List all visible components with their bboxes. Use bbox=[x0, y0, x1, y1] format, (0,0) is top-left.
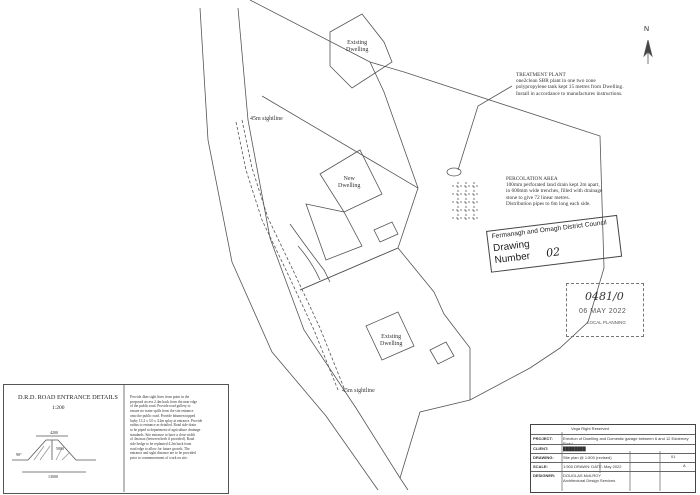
label-sightline-top: 45m sightline bbox=[250, 116, 283, 122]
details-scale: 1:200 bbox=[52, 405, 65, 411]
label-new-dwelling bbox=[338, 176, 360, 189]
driveway bbox=[290, 224, 330, 282]
details-title: D.R.D. ROAD ENTRANCE DETAILS bbox=[18, 394, 118, 401]
title-block bbox=[530, 424, 696, 493]
title-key-2: DRAWING: bbox=[533, 455, 554, 460]
dim-top: 4200 bbox=[50, 430, 58, 435]
title-row-3 bbox=[531, 462, 695, 469]
dim-bottom: 13000 bbox=[48, 474, 58, 479]
title-key-1: CLIENT: bbox=[533, 446, 549, 451]
sightline-2 bbox=[242, 120, 344, 388]
garage bbox=[374, 222, 398, 242]
inner-boundary bbox=[370, 62, 418, 188]
existing-dwelling-bottom-text: Existing Dwelling bbox=[380, 334, 403, 347]
dim-mid: 5000 bbox=[56, 446, 64, 451]
stamp-number-label: Number bbox=[494, 250, 531, 267]
title-val-3: 1:500 DRAWN: DATE: May 2022 bbox=[563, 464, 622, 469]
treatment-plant-note bbox=[516, 72, 624, 97]
title-val-2: Site plan @ 1:500 (revised) bbox=[563, 455, 612, 460]
sightline bbox=[236, 122, 338, 390]
details-notes: Provide 4km sight lines from point in the proposed access 2.4m back from the near edge of the public road. Provide road gullery to ensure no water spills from the site entrance onto the public road. Provide bitumen topped layby 13.2 x 3.0 x 4.2m splay at entrance. Provide radius to entrance as detailed. Road side drain to be piped to department of agriculture drainage standards. Site entrance to have a clear width of 4m max (between kerb if provided). Road side hedge to be replanted 4.2m back from road edge to allow for future growth. The entrance and sight distance are to be provided prior to commencement of work on site. bbox=[130, 395, 203, 461]
title-val-0: Erection of Dwelling and Domestic garage between 6 and 12 Edderney Road bbox=[563, 436, 689, 446]
stamp-ref: 0481/0 bbox=[585, 290, 624, 303]
title-sheet-no: 01 bbox=[671, 454, 676, 459]
treatment-plant-title: TREATMENT PLANT bbox=[516, 72, 566, 78]
new-dwelling-extension bbox=[306, 204, 362, 260]
percolation-title: PERCOLATION AREA bbox=[506, 176, 558, 182]
title-key-4: DESIGNER: bbox=[533, 473, 556, 478]
existing-outbuilding bbox=[430, 342, 454, 364]
road-edge-inner bbox=[238, 8, 408, 490]
percolation-body: 100mm perforated land drain kept 2m apart, in 600mm wide trenches, filled with drainage stone to give 72 linear metres. Distribution pipes to 6m long each side. bbox=[506, 182, 603, 207]
title-key-0: PROJECT: bbox=[533, 436, 553, 441]
stamp-number-value: 02 bbox=[545, 245, 561, 260]
label-existing-dwelling-bottom bbox=[380, 334, 402, 347]
title-rev: A bbox=[683, 463, 686, 468]
plot-boundary bbox=[262, 96, 418, 290]
title-val-4: DOUGLAS McILROY Architectural Design Services bbox=[563, 473, 616, 483]
new-dwelling-text: New Dwelling bbox=[338, 176, 361, 189]
stamp-drawing-label: Drawing bbox=[492, 238, 531, 255]
percolation-note bbox=[506, 176, 602, 207]
treatment-tank bbox=[447, 168, 461, 176]
council-name: Fermanagh and Omagh District Council bbox=[491, 219, 608, 241]
title-row-1 bbox=[531, 444, 695, 451]
label-sightline-bottom: 45m sightline bbox=[342, 388, 375, 394]
road-entrance-details bbox=[3, 384, 229, 494]
existing-plot-boundary bbox=[300, 248, 470, 400]
treatment-plant-body: one2clean SBR plant in one two zone polypropylene tank kept 15 metres from Dwelling. Install in accordance to manufactures instructions. bbox=[516, 78, 624, 97]
title-row-4 bbox=[531, 471, 695, 483]
north-label: N bbox=[644, 26, 650, 33]
existing-dwelling-top-text: Existing Dwelling bbox=[346, 40, 369, 53]
dim-angle: 90° bbox=[16, 452, 22, 457]
label-existing-dwelling-top bbox=[346, 40, 368, 53]
received-date-stamp bbox=[566, 283, 644, 337]
title-block-firm: Vega Right Reserved bbox=[571, 426, 609, 431]
stamp-planning: LOCAL PLANNING bbox=[587, 320, 626, 325]
north-arrow-icon bbox=[644, 40, 652, 64]
title-val-1: ████████ bbox=[563, 446, 586, 451]
stamp-date: 06 MAY 2022 bbox=[579, 308, 627, 315]
percolation-trenches bbox=[452, 182, 478, 222]
title-row-0 bbox=[531, 434, 695, 446]
title-key-3: SCALE: bbox=[533, 464, 548, 469]
